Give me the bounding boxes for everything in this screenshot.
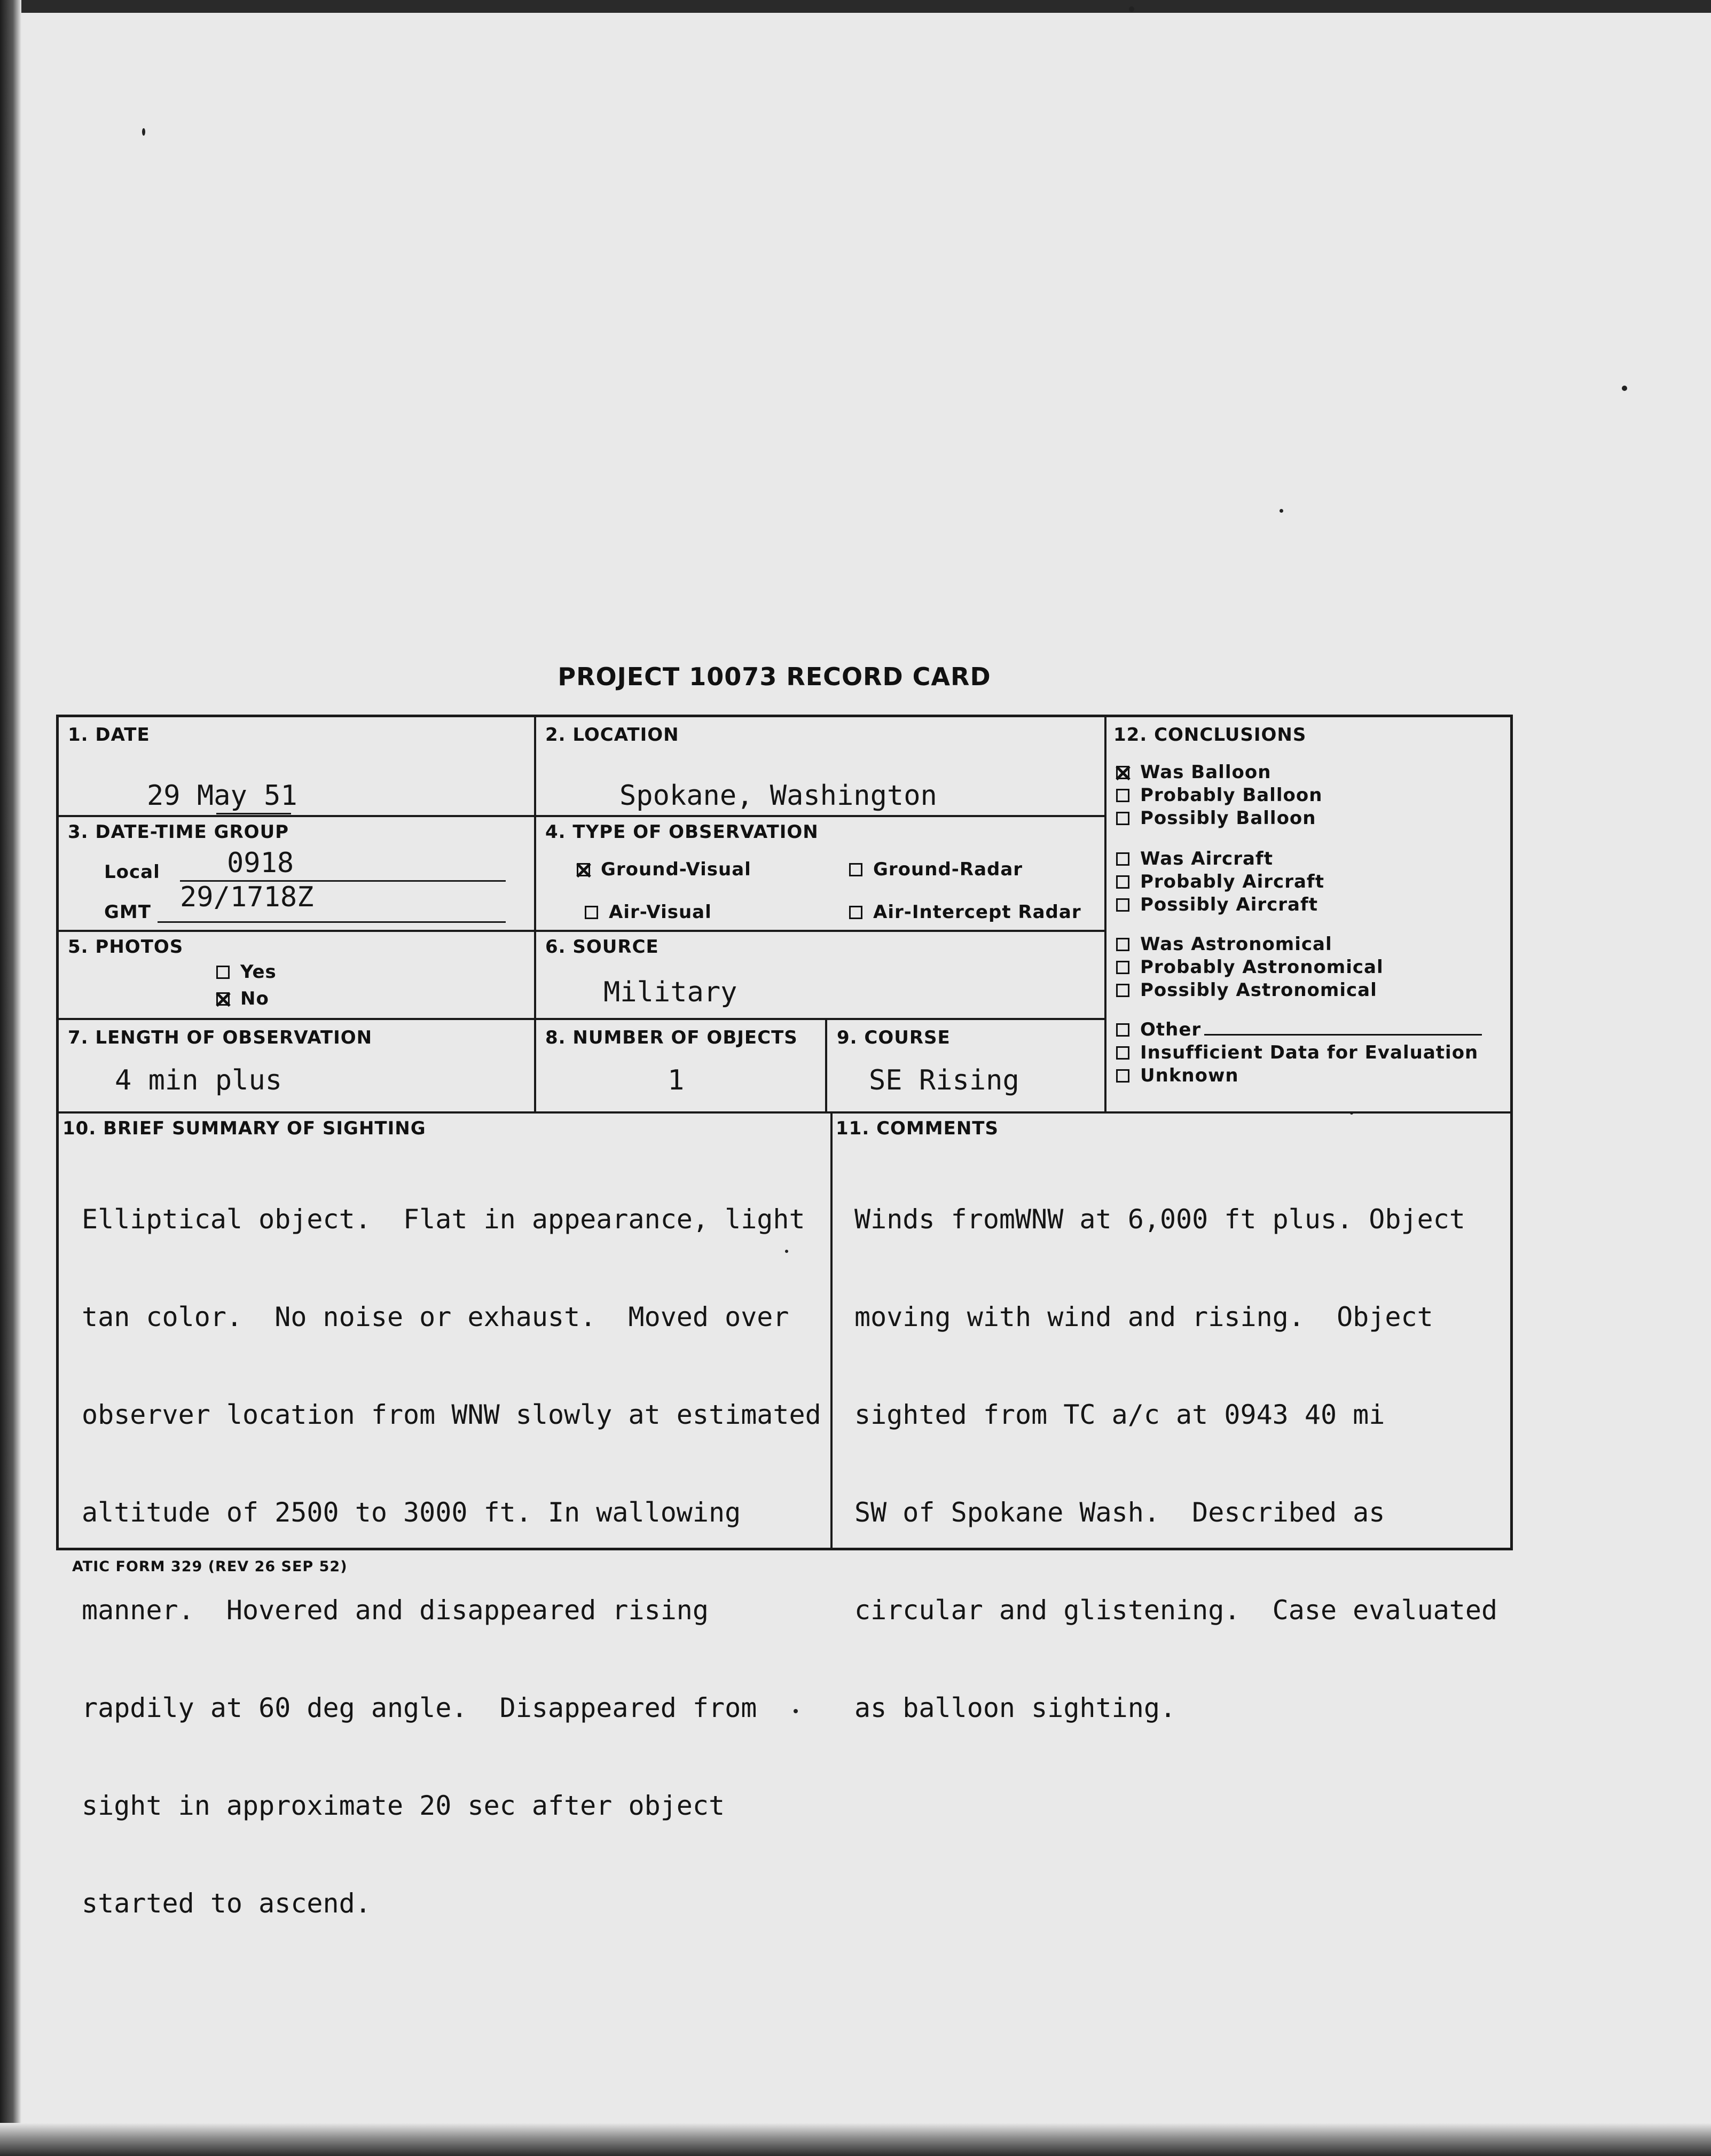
photos-label: 5. PHOTOS — [68, 936, 184, 958]
gmt-time-value: 29/1718Z — [180, 881, 314, 913]
location-value: Spokane, Washington — [619, 780, 937, 812]
date-underline — [216, 813, 291, 814]
checkbox-empty — [1116, 961, 1129, 974]
conclusion-possibly-balloon: Possibly Balloon — [1116, 807, 1322, 829]
checkbox-empty — [1116, 984, 1129, 997]
comments-text — [854, 1138, 1497, 1790]
conclusions-group-balloon — [1116, 762, 1322, 829]
checkbox-empty — [216, 966, 230, 979]
photos-no: No — [216, 988, 269, 1009]
date-time-group-label: 3. DATE-TIME GROUP — [68, 821, 289, 843]
card-title: PROJECT 10073 RECORD CARD — [558, 662, 991, 691]
summary-line: rapdily at 60 deg angle. Disappeared from — [82, 1692, 757, 1723]
observation-air-visual: Air-Visual — [585, 901, 712, 923]
length-of-observation-label: 7. LENGTH OF OBSERVATION — [68, 1027, 373, 1048]
comments-line: circular and glistening. Case evaluated — [854, 1595, 1498, 1626]
checkbox-checked — [216, 992, 230, 1006]
length-of-observation-value: 4 min plus — [115, 1064, 282, 1096]
summary-line: Elliptical object. Flat in appearance, light — [82, 1204, 805, 1235]
scan-edge-top — [0, 0, 1711, 13]
conclusions-label: 12. CONCLUSIONS — [1113, 724, 1307, 746]
number-of-objects-value: 1 — [668, 1064, 685, 1096]
conclusion-probably-balloon: Probably Balloon — [1116, 785, 1322, 806]
conclusions-group-other — [1116, 1019, 1482, 1086]
conclusion-other: Other — [1116, 1019, 1482, 1040]
observation-air-intercept-radar: Air-Intercept Radar — [849, 901, 1081, 923]
checkbox-empty — [849, 906, 862, 919]
photos-yes: Yes — [216, 961, 277, 983]
divider-row3 — [56, 1018, 1105, 1020]
checkbox-checked — [577, 863, 590, 876]
divider-col1 — [534, 715, 536, 1112]
divider-row2 — [56, 930, 1105, 932]
conclusion-probably-aircraft: Probably Aircraft — [1116, 871, 1324, 892]
checkbox-empty — [1116, 812, 1129, 825]
gmt-time-line — [158, 921, 506, 923]
checkbox-empty — [1116, 875, 1129, 889]
comments-line: moving with wind and rising. Object — [854, 1302, 1433, 1332]
course-label: 9. COURSE — [837, 1027, 951, 1048]
conclusion-unknown: Unknown — [1116, 1065, 1482, 1086]
card-border-right — [1510, 715, 1513, 1550]
dust-speck — [1129, 6, 1134, 12]
source-value: Military — [603, 976, 737, 1008]
divider-col2 — [1104, 715, 1106, 1112]
checkbox-empty — [585, 906, 598, 919]
conclusion-probably-astronomical: Probably Astronomical — [1116, 957, 1384, 978]
conclusion-insufficient-data: Insufficient Data for Evaluation — [1116, 1042, 1482, 1063]
summary-line: sight in approximate 20 sec after object — [82, 1790, 725, 1821]
checkbox-empty — [1116, 852, 1129, 866]
number-of-objects-label: 8. NUMBER OF OBJECTS — [545, 1027, 798, 1048]
conclusion-possibly-aircraft: Possibly Aircraft — [1116, 894, 1324, 915]
other-fill-line — [1204, 1034, 1482, 1036]
conclusion-possibly-astronomical: Possibly Astronomical — [1116, 979, 1384, 1001]
observation-ground-visual: Ground-Visual — [577, 859, 751, 880]
conclusion-was-aircraft: Was Aircraft — [1116, 848, 1324, 869]
comments-line: Winds fromWNW at 6,000 ft plus. Object — [854, 1204, 1465, 1235]
checkbox-checked — [1116, 766, 1129, 779]
local-time-label: Local — [104, 861, 160, 883]
checkbox-empty — [1116, 898, 1129, 912]
conclusions-group-aircraft — [1116, 848, 1324, 915]
conclusion-was-astronomical: Was Astronomical — [1116, 934, 1384, 955]
checkbox-empty — [849, 863, 862, 876]
summary-line: observer location from WNW slowly at estimated — [82, 1399, 821, 1430]
summary-line: manner. Hovered and disappeared rising — [82, 1595, 709, 1626]
checkbox-empty — [1116, 789, 1129, 802]
checkbox-empty — [1116, 1046, 1129, 1060]
checkbox-empty — [1116, 1023, 1129, 1037]
local-time-value: 0918 — [227, 847, 294, 879]
date-label: 1. DATE — [68, 724, 150, 746]
source-label: 6. SOURCE — [545, 936, 659, 958]
course-value: SE Rising — [869, 1064, 1019, 1096]
dust-speck — [1280, 509, 1283, 513]
observation-type-label: 4. TYPE OF OBSERVATION — [545, 821, 819, 843]
comments-line: sighted from TC a/c at 0943 40 mi — [854, 1399, 1385, 1430]
summary-line: tan color. No noise or exhaust. Moved over — [82, 1302, 789, 1332]
card-border-left — [56, 715, 59, 1550]
comments-label: 11. COMMENTS — [836, 1118, 999, 1139]
dust-speck — [1622, 386, 1627, 391]
summary-line: started to ascend. — [82, 1888, 371, 1919]
comments-line: SW of Spokane Wash. Described as — [854, 1497, 1385, 1528]
summary-line: altitude of 2500 to 3000 ft. In wallowing — [82, 1497, 741, 1528]
gmt-time-label: GMT — [104, 901, 151, 923]
form-identifier: ATIC FORM 329 (REV 26 SEP 52) — [72, 1558, 348, 1575]
observation-ground-radar: Ground-Radar — [849, 859, 1023, 880]
conclusions-group-astronomical — [1116, 934, 1384, 1001]
location-label: 2. LOCATION — [545, 724, 679, 746]
checkbox-empty — [1116, 1069, 1129, 1083]
date-value: 29 May 51 — [147, 780, 297, 812]
dust-speck — [142, 128, 145, 136]
summary-label: 10. BRIEF SUMMARY OF SIGHTING — [62, 1118, 426, 1139]
divider-course — [825, 1019, 827, 1112]
divider-row4 — [56, 1111, 1513, 1114]
divider-lower — [830, 1112, 833, 1550]
scan-edge-bottom — [0, 2123, 1711, 2156]
card-border-top — [56, 715, 1513, 717]
conclusion-was-balloon: Was Balloon — [1116, 762, 1322, 783]
comments-line: as balloon sighting. — [854, 1692, 1176, 1723]
checkbox-empty — [1116, 938, 1129, 951]
divider-row1 — [56, 815, 1105, 817]
scan-edge-left — [0, 0, 21, 2156]
